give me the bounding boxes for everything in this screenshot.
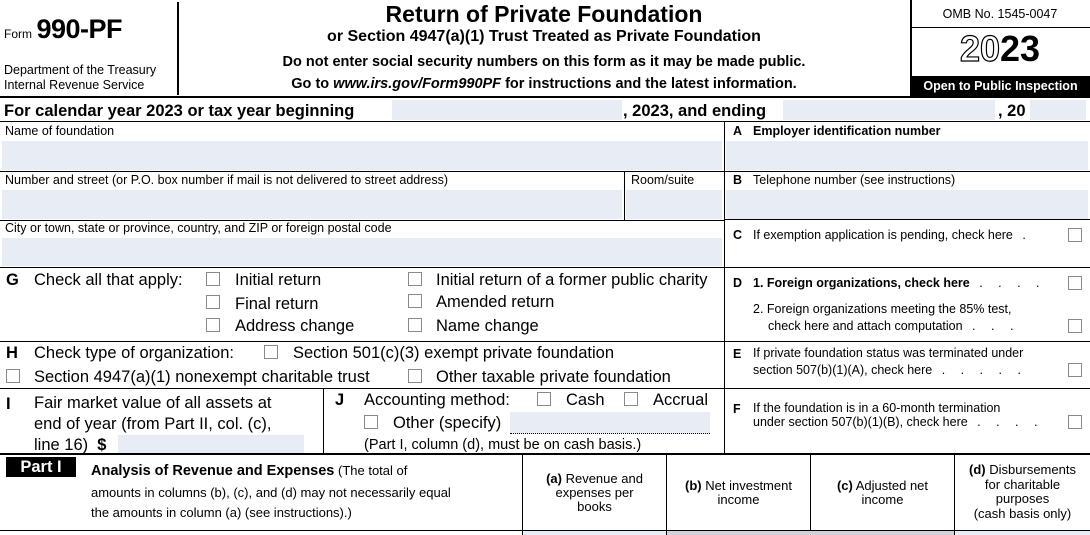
fmv-line2: end of year (from Part II, col. (c), <box>34 415 272 433</box>
part1-desc1: (The total of <box>334 463 408 478</box>
city-label: City or town, state or province, country, and ZIP or foreign postal code <box>5 221 392 235</box>
goto-suffix: for instructions and the latest information. <box>501 76 797 92</box>
form-word: Form <box>4 27 32 41</box>
line-c-letter: C <box>733 228 743 242</box>
col-b-line2: income <box>717 492 760 507</box>
line-e-letter: E <box>733 347 742 361</box>
dept-line-2: Internal Revenue Service <box>4 78 145 92</box>
address-change-checkbox[interactable] <box>206 318 220 332</box>
row1-col-a-field[interactable] <box>523 531 666 535</box>
other-method-checkbox[interactable] <box>364 415 378 429</box>
part1-desc3: the amounts in column (a) (see instructions).) <box>91 505 352 520</box>
row1-col-d-field[interactable] <box>955 531 1090 535</box>
col-a-line2: expenses per <box>555 485 634 500</box>
line-h-letter: H <box>6 344 18 362</box>
public-inspection-badge: Open to Public Inspection <box>911 76 1090 96</box>
part1-badge: Part I <box>6 457 76 477</box>
accounting-method-label: Accounting method: <box>364 391 510 409</box>
telephone-label: Telephone number (see instructions) <box>753 173 956 187</box>
col-b-tag: (b) <box>685 478 702 493</box>
goto-instructions <box>178 76 910 92</box>
telephone-field[interactable] <box>726 190 1088 219</box>
exemption-pending-text: If exemption application is pending, check here <box>753 228 1013 242</box>
sixty-month-line1: If the foundation is in a 60-month termination <box>753 401 1001 415</box>
other-taxable-checkbox[interactable] <box>408 369 422 383</box>
col-a-line1: Revenue and <box>561 471 643 486</box>
line-a-letter: A <box>733 124 743 138</box>
col-d-header <box>955 463 1090 521</box>
fmv-amount-field[interactable] <box>118 435 304 455</box>
irs-url-link[interactable]: www.irs.gov/Form990PF <box>333 76 502 92</box>
terminated-status-checkbox[interactable] <box>1068 363 1082 377</box>
col-a-tag: (a) <box>546 471 562 486</box>
initial-return-former-charity-label: Initial return of a former public charity <box>436 271 708 289</box>
amended-return-checkbox[interactable] <box>408 294 422 308</box>
foreign-org-checkbox[interactable] <box>1068 276 1082 290</box>
exemption-pending-checkbox[interactable] <box>1068 228 1082 242</box>
calendar-ending-label: , 2023, and ending <box>623 102 767 120</box>
line-g-letter: G <box>6 271 19 289</box>
other-method-field[interactable] <box>510 412 710 434</box>
name-change-checkbox[interactable] <box>408 318 422 332</box>
tax-year <box>912 29 1088 69</box>
part1-heading <box>91 463 407 479</box>
foreign-org-label: 1. Foreign organizations, check here . . . . <box>753 276 1046 290</box>
part1-desc2: amounts in columns (b), (c), and (d) may not necessarily equal <box>91 485 451 500</box>
sixty-month-line2: under section 507(b)(1)(B), check here . . . . <box>753 415 1044 429</box>
col-b-header <box>667 479 810 507</box>
street-field[interactable] <box>2 190 622 219</box>
line-d-letter: D <box>733 276 743 290</box>
address-change-label: Address change <box>235 317 355 335</box>
part1-title: Analysis of Revenue and Expenses <box>91 463 335 479</box>
initial-return-label: Initial return <box>235 271 322 289</box>
section-4947-label: Section 4947(a)(1) nonexempt charitable trust <box>34 368 370 386</box>
section-501c3-checkbox[interactable] <box>264 345 278 359</box>
line-f-letter: F <box>733 402 741 416</box>
section-501c3-label: Section 501(c)(3) exempt private foundation <box>293 344 615 362</box>
tax-year-begin-field[interactable] <box>392 100 622 120</box>
ein-field[interactable] <box>726 141 1088 170</box>
room-suite-label: Room/suite <box>631 173 695 187</box>
cash-basis-note: (Part I, column (d), must be on cash basis.) <box>364 437 642 453</box>
other-method-label: Other (specify) <box>393 414 502 432</box>
check-all-label: Check all that apply: <box>34 271 183 289</box>
col-a-line3: books <box>577 499 612 514</box>
col-d-line2: for charitable <box>984 476 1061 492</box>
calendar-year-label: For calendar year 2023 or tax year beginning <box>4 102 355 120</box>
foreign-85-checkbox[interactable] <box>1068 319 1082 333</box>
terminated-status-line2-text: section 507(b)(1)(A), check here <box>753 363 933 377</box>
sixty-month-checkbox[interactable] <box>1068 415 1082 429</box>
tax-year-end-year-field[interactable] <box>1030 100 1086 120</box>
ein-label: Employer identification number <box>753 124 941 138</box>
row1-col-b-shaded <box>667 531 954 535</box>
city-field[interactable] <box>2 238 722 266</box>
form-subtitle: or Section 4947(a)(1) Trust Treated as Private Foundation <box>327 28 761 45</box>
ssn-notice: Do not enter social security numbers on this form as it may be made public. <box>282 54 806 70</box>
amended-return-label: Amended return <box>436 293 555 311</box>
foundation-name-label: Name of foundation <box>5 124 115 138</box>
line-i-letter: I <box>6 395 11 413</box>
calendar-year-suffix: , 20 <box>998 102 1026 120</box>
fmv-line1: Fair market value of all assets at <box>34 394 272 412</box>
form-number: 990-PF <box>36 14 122 44</box>
col-b-line1: Net investment <box>701 478 792 493</box>
col-c-line1: Adjusted net <box>852 478 929 493</box>
initial-return-former-charity-checkbox[interactable] <box>408 272 422 286</box>
tax-year-end-field[interactable] <box>783 100 995 120</box>
col-a-header <box>523 472 666 514</box>
foreign-85-line2: check here and attach computation . . . <box>768 319 1020 333</box>
form-label <box>4 14 122 45</box>
street-label: Number and street (or P.O. box number if mail is not delivered to street address) <box>5 173 449 187</box>
cash-label: Cash <box>566 391 605 409</box>
final-return-checkbox[interactable] <box>206 295 220 309</box>
year-bold: 23 <box>1000 28 1041 69</box>
foreign-85-line1: 2. Foreign organizations meeting the 85% test, <box>753 302 1012 316</box>
room-suite-field[interactable] <box>626 190 722 219</box>
terminated-status-line2: section 507(b)(1)(A), check here . . . . . <box>753 363 1027 377</box>
col-c-tag: (c) <box>836 478 853 493</box>
form-title: Return of Private Foundation <box>385 1 703 27</box>
fmv-line3-text: line 16) <box>34 436 89 454</box>
sixty-month-line2-text: under section 507(b)(1)(B), check here <box>753 415 968 429</box>
foreign-85-line2-text: check here and attach computation <box>768 319 963 333</box>
accrual-label: Accrual <box>653 391 709 409</box>
final-return-label: Final return <box>235 295 319 313</box>
goto-prefix: Go to <box>291 76 334 92</box>
other-taxable-label: Other taxable private foundation <box>436 368 671 386</box>
fmv-dollar-sign: $ <box>97 436 107 454</box>
col-d-tag: (d) <box>969 462 986 477</box>
col-d-line3: purposes <box>995 491 1050 506</box>
org-type-label: Check type of organization: <box>34 344 234 362</box>
col-c-line2: income <box>861 492 904 507</box>
col-d-line4: (cash basis only) <box>973 505 1072 521</box>
terminated-status-line1: If private foundation status was terminated under <box>753 346 1024 360</box>
line-b-letter: B <box>733 173 743 187</box>
foundation-name-field[interactable] <box>2 141 722 170</box>
initial-return-checkbox[interactable] <box>206 272 220 286</box>
cash-checkbox[interactable] <box>537 392 551 406</box>
accrual-checkbox[interactable] <box>624 392 638 406</box>
year-outline: 20 <box>959 28 1000 69</box>
col-c-header <box>811 479 954 507</box>
omb-number: OMB No. 1545-0047 <box>942 7 1058 21</box>
exemption-pending-label: If exemption application is pending, check here . <box>753 228 1032 242</box>
dept-line-1: Department of the Treasury <box>4 63 157 77</box>
col-d-line1: Disbursements <box>985 462 1076 477</box>
line-j-letter: J <box>335 391 345 409</box>
name-change-label: Name change <box>436 317 539 335</box>
foreign-org-text: 1. Foreign organizations, check here <box>753 276 970 290</box>
section-4947-checkbox[interactable] <box>6 369 20 383</box>
